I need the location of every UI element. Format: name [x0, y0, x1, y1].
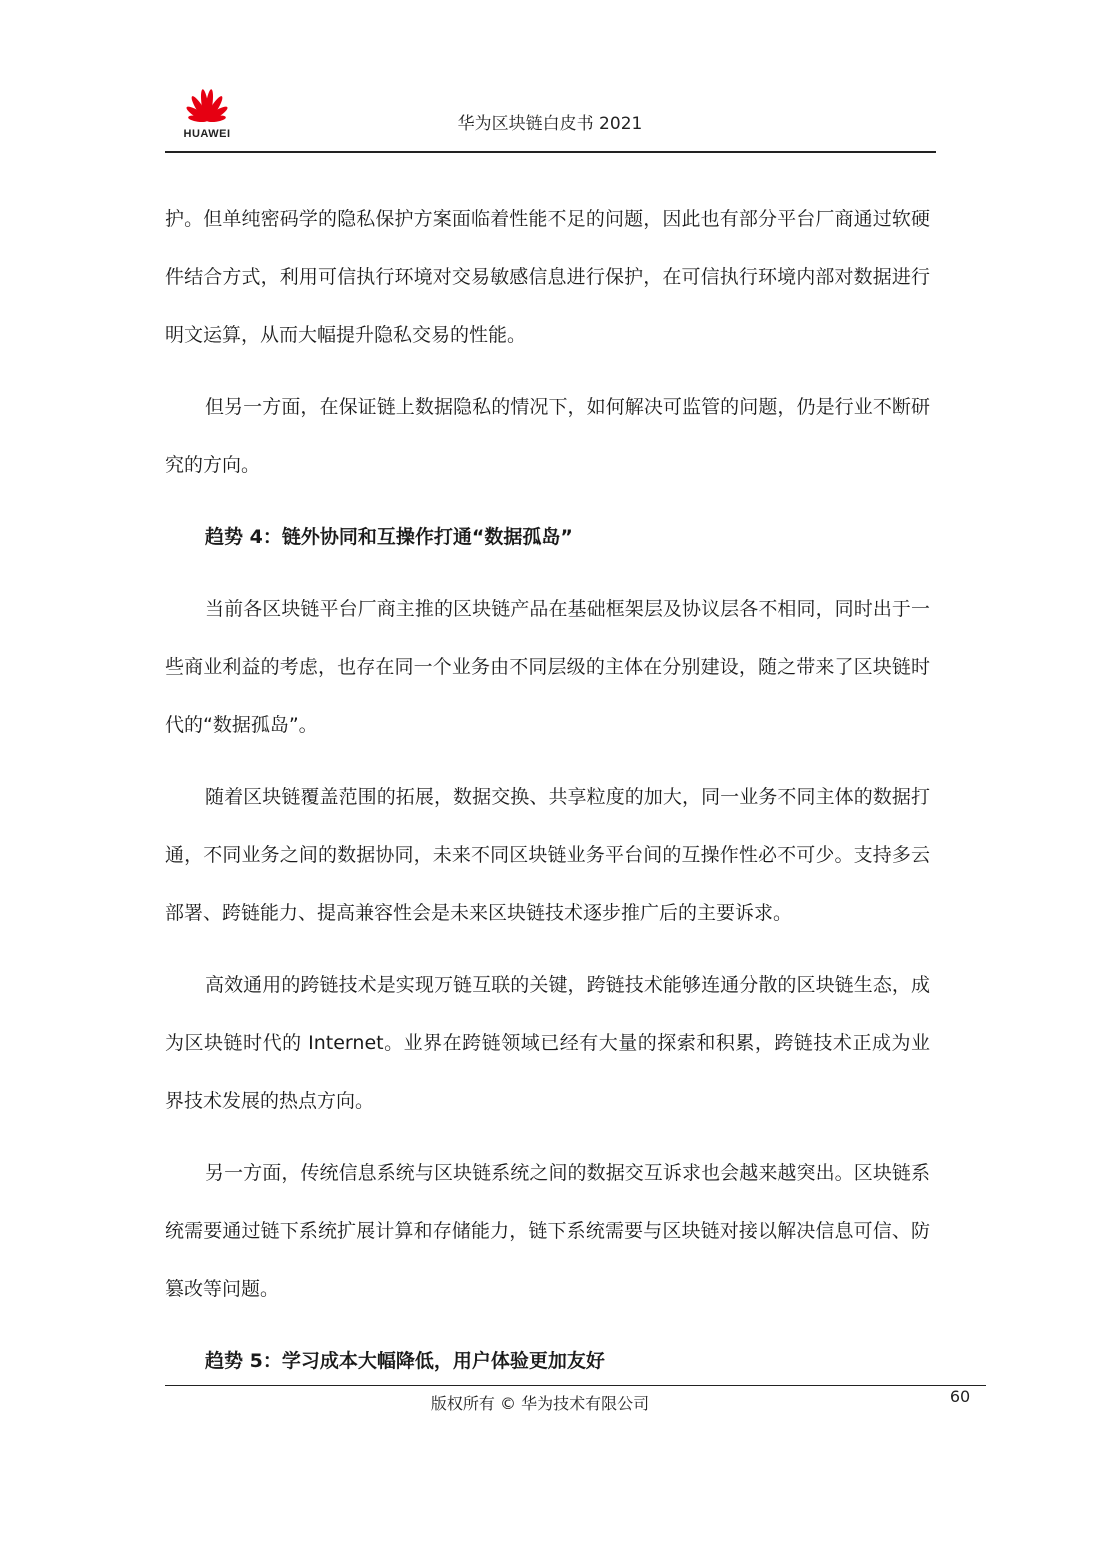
paragraph: 当前各区块链平台厂商主推的区块链产品在基础框架层及协议层各不相同，同时出于一些商业利益的考虑，也存在同一个业务由不同层级的主体在分别建设，随之带来了区块链时代的“数据孤岛”。: [165, 598, 930, 736]
page-number: 60: [949, 1387, 971, 1406]
paragraph: 随着区块链覆盖范围的拓展，数据交换、共享粒度的加大，同一业务不同主体的数据打通，不同业务之间的数据协同，未来不同区块链业务平台间的互操作性必不可少。支持多云部署、跨链能力、提高兼容性会是未来区块链技术逐步推广后的主要诉求。: [165, 786, 930, 924]
document-title: 华为区块链白皮书 2021: [457, 114, 643, 134]
section-heading: 趋势 4：链外协同和互操作打通“数据孤岛”: [205, 526, 573, 548]
page-content: [165, 190, 930, 1404]
huawei-flower-icon: [176, 86, 238, 128]
copyright-notice: 版权所有 © 华为技术有限公司: [430, 1394, 650, 1413]
paragraph: 护。但单纯密码学的隐私保护方案面临着性能不足的问题，因此也有部分平台厂商通过软硬件结合方式，利用可信执行环境对交易敏感信息进行保护，在可信执行环境内部对数据进行明文运算，从而大幅提升隐私交易的性能。: [165, 208, 930, 346]
header-divider: [165, 151, 936, 153]
paragraph: 另一方面，传统信息系统与区块链系统之间的数据交互诉求也会越来越突出。区块链系统需要通过链下系统扩展计算和存储能力，链下系统需要与区块链对接以解决信息可信、防篡改等问题。: [165, 1162, 930, 1300]
footer-divider: [165, 1385, 986, 1386]
logo-text: HUAWEI: [183, 128, 231, 140]
paragraph: 高效通用的跨链技术是实现万链互联的关键，跨链技术能够连通分散的区块链生态，成为区块链时代的 Internet。业界在跨链领域已经有大量的探索和积累，跨链技术正成为业界技术发展的热点方向。: [165, 974, 930, 1112]
paragraph: 但另一方面，在保证链上数据隐私的情况下，如何解决可监管的问题，仍是行业不断研究的方向。: [165, 396, 930, 476]
huawei-logo: [176, 86, 238, 144]
section-heading: 趋势 5：学习成本大幅降低，用户体验更加友好: [205, 1350, 605, 1372]
